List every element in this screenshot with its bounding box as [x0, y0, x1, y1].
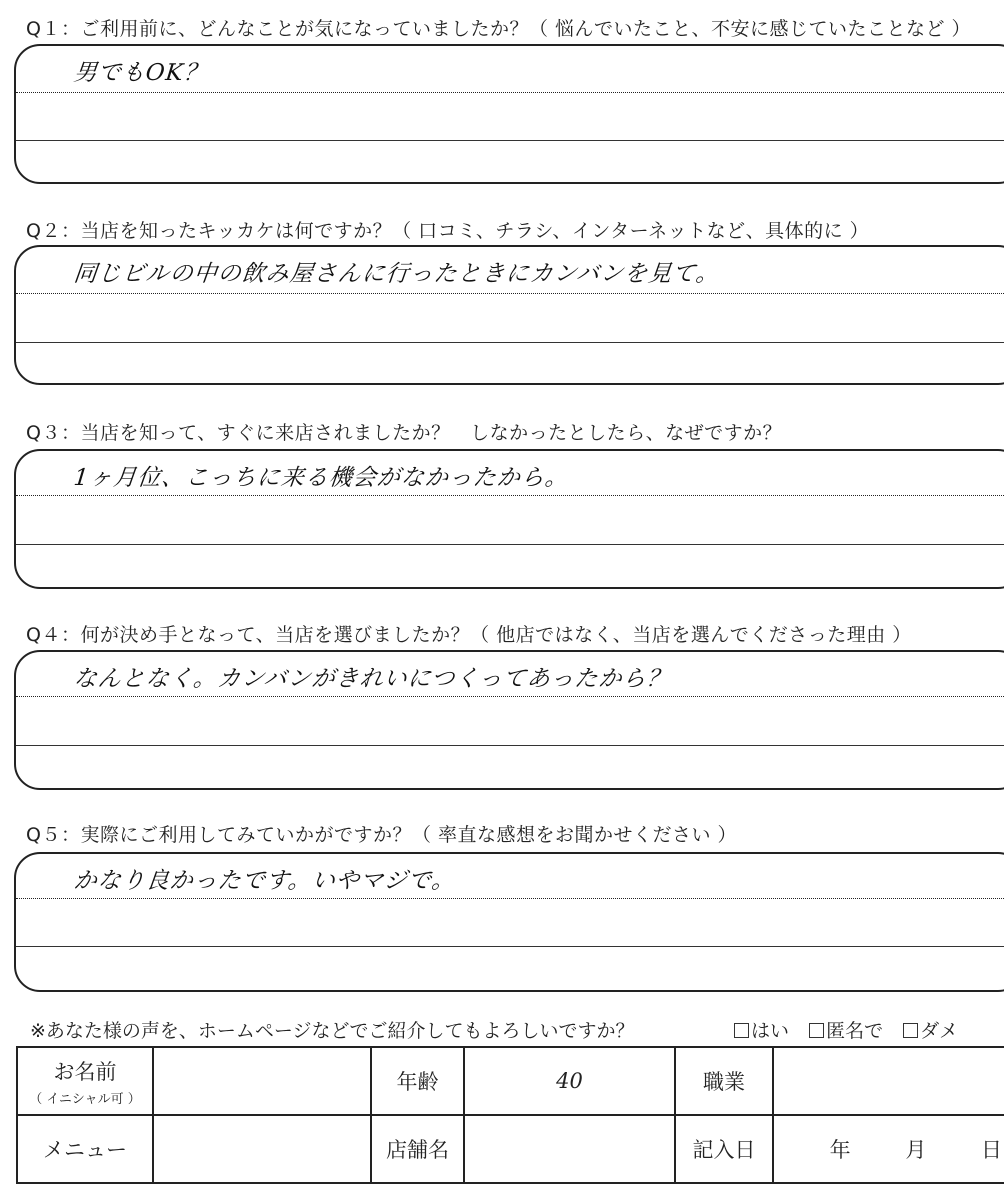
date-label-cell: 記入日: [675, 1115, 773, 1183]
answer-line: [16, 293, 1004, 294]
question-4-answer: なんとなく。カンバンがきれいにつくってあったから？: [72, 666, 672, 692]
table-row: [17, 1115, 1004, 1183]
answer-line: [16, 946, 1004, 947]
question-2-answer: 同じビルの中の飲み屋さんに行ったときにカンバンを見て。: [72, 261, 722, 287]
shop-value-cell[interactable]: [464, 1115, 675, 1183]
consent-question: ※あなた様の声を、ホームページなどでご紹介してもよろしいですか？: [30, 1020, 635, 1042]
name-value-cell[interactable]: [153, 1047, 371, 1115]
consent-option-no[interactable]: ダメ: [903, 1020, 958, 1042]
customer-info-table: [16, 1046, 1004, 1184]
shop-label-cell: 店舗名: [371, 1115, 464, 1183]
age-value-cell[interactable]: 40: [464, 1047, 675, 1115]
answer-line: [16, 544, 1004, 545]
name-sub-label: （ イニシャル可 ）: [29, 1091, 141, 1107]
question-1-answer-box[interactable]: [14, 44, 1004, 184]
question-2-label: Q２：当店を知ったキッカケは何ですか？（ 口コミ、チラシ、インターネットなど、具体的に ）: [26, 220, 870, 242]
date-year: 年: [829, 1138, 851, 1162]
age-label-cell: 年齢: [371, 1047, 464, 1115]
name-label-cell: お名前 （ イニシャル可 ）: [17, 1047, 153, 1115]
question-5-answer: かなり良かったです。いやマジで。: [72, 868, 457, 894]
date-month: 月: [905, 1138, 927, 1162]
question-4-label: Q４：何が決め手となって、当店を選びましたか？（ 他店ではなく、当店を選んでくださった理由 ）: [26, 624, 912, 646]
date-day: 日: [981, 1138, 1002, 1162]
answer-line: [16, 745, 1004, 746]
question-3-answer: 1ヶ月位、こっちに来る機会がなかったから。: [72, 465, 571, 491]
consent-options: [734, 1016, 972, 1043]
answer-line: [16, 342, 1004, 343]
checkbox-icon: [734, 1023, 749, 1038]
consent-option-anonymous[interactable]: 匿名で: [809, 1020, 883, 1042]
answer-line: [16, 696, 1004, 697]
checkbox-icon: [903, 1023, 918, 1038]
question-4-answer-box[interactable]: [14, 650, 1004, 790]
job-label-cell: 職業: [675, 1047, 773, 1115]
question-1-answer: 男でもOK？: [72, 60, 210, 86]
date-value-cell[interactable]: [773, 1115, 1004, 1183]
question-1-label: Q１：ご利用前に、どんなことが気になっていましたか？（ 悩んでいたこと、不安に感じていたことなど ）: [26, 18, 972, 40]
question-5-answer-box[interactable]: [14, 852, 1004, 992]
question-3-answer-box[interactable]: [14, 449, 1004, 589]
answer-line: [16, 898, 1004, 899]
table-row: [17, 1047, 1004, 1115]
question-3-label: Q３：当店を知って、すぐに来店されましたか？ しなかったとしたら、なぜですか？: [26, 422, 783, 444]
answer-line: [16, 495, 1004, 496]
answer-line: [16, 140, 1004, 141]
checkbox-icon: [809, 1023, 824, 1038]
question-5-label: Q５：実際にご利用してみていかがですか？（ 率直な感想をお聞かせください ）: [26, 824, 738, 846]
consent-option-yes[interactable]: はい: [734, 1020, 789, 1042]
job-value-cell[interactable]: [773, 1047, 1004, 1115]
answer-line: [16, 92, 1004, 93]
menu-label-cell: メニュー: [17, 1115, 153, 1183]
question-2-answer-box[interactable]: [14, 245, 1004, 385]
menu-value-cell[interactable]: [153, 1115, 371, 1183]
